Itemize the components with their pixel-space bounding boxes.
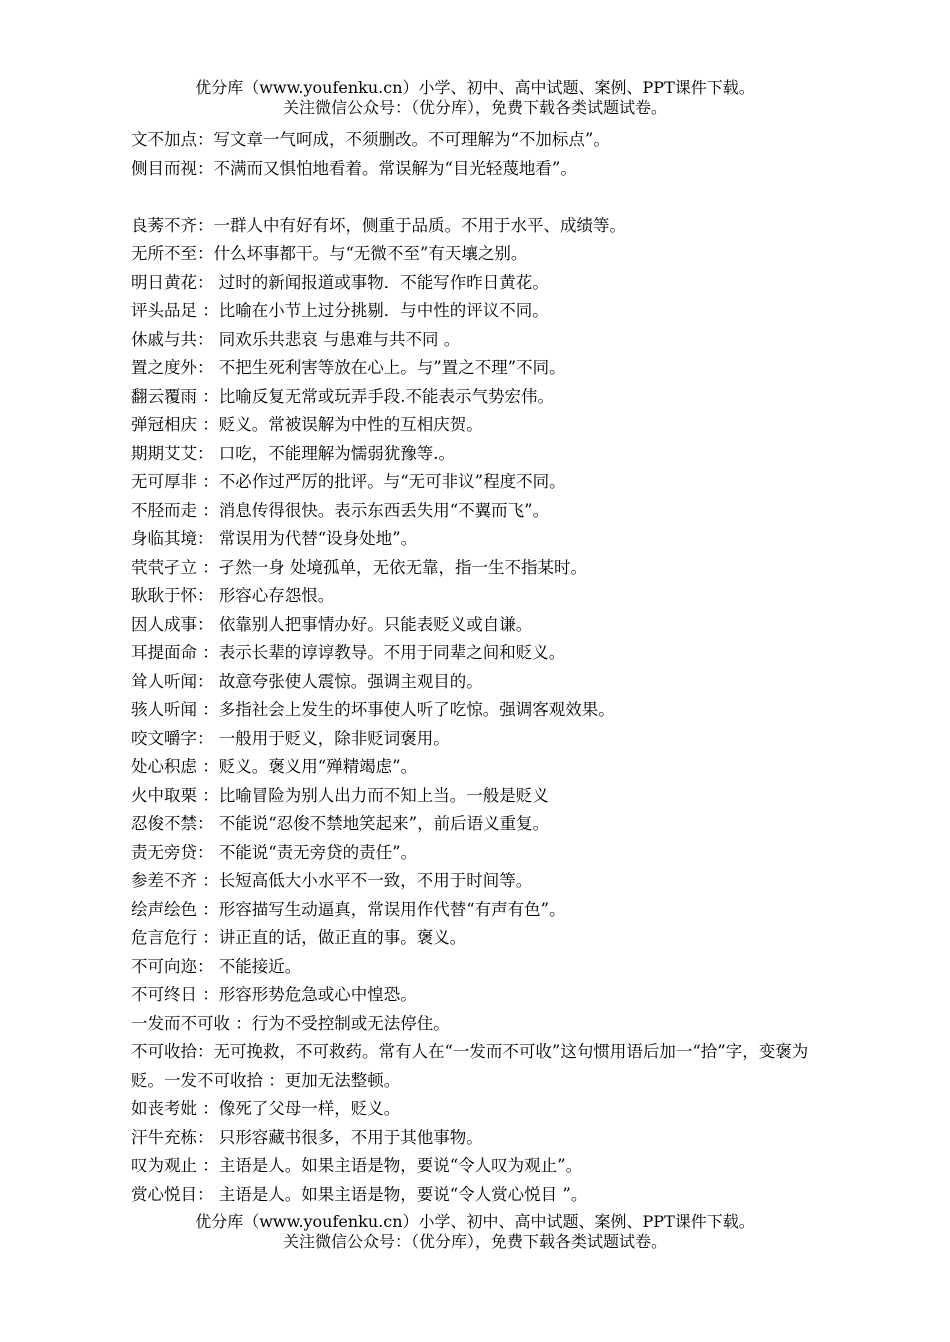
idiom-entry: 不可向迩： 不能接近。 [131,956,302,976]
idiom-entry: 如丧考妣 ：像死了父母一样，贬义。 [131,1099,401,1118]
footer-line-2: 关注微信公众号：（优分库），免费下载各类试题试卷。 [282,1232,667,1251]
idiom-entry: 火中取栗 ：比喻冒险为别人出力而不知上当。一般是贬义 [131,785,549,805]
idiom-entry: 咬文嚼字： 一般用于贬义，除非贬词褒用。 [131,728,450,748]
idiom-entry: 不胫而走 ：消息传得很快。表示东西丢失用“不翼而飞”。 [131,500,550,520]
idiom-entry: 休戚与共： 同欢乐共悲哀 与患难与共不同 。 [131,329,461,349]
idiom-entry: 身临其境： 常误用为代替“设身处地”。 [131,529,418,548]
idiom-entry: 良莠不齐：一群人中有好有坏，侧重于品质。不用于水平、成绩等。 [131,215,626,235]
idiom-entry: 责无旁贷： 不能说“责无旁贷的责任”。 [131,842,418,862]
idiom-entry: 耳提面命 ：表示长辈的谆谆教导。不用于同辈之间和贬义。 [131,643,566,662]
idiom-entry: 耸人听闻： 故意夸张使人震惊。强调主观目的。 [131,671,483,691]
header-line-1: 优分库（www.youfenku.cn）小学、初中、高中试题、案例、PPT课件下载。 [195,78,755,97]
idiom-entry: 赏心悦目： 主语是人。如果主语是物，要说“令人赏心悦目 ”。 [131,1184,588,1204]
idiom-entry: 翻云覆雨 ：比喻反复无常或玩弄手段.不能表示气势宏伟。 [131,386,554,406]
idiom-entry: 危言危行 ：讲正直的话，做正直的事。褒义。 [131,928,467,947]
idiom-entry: 文不加点：写文章一气呵成，不须删改。不可理解为“不加标点”。 [131,130,610,149]
idiom-entry: 绘声绘色 ：形容描写生动逼真，常误用作代替“有声有色”。 [131,899,566,919]
idiom-entry: 期期艾艾： 口吃，不能理解为懦弱犹豫等.。 [131,443,455,463]
idiom-entry: 一发而不可收 ：行为不受控制或无法停住。 [131,1013,450,1033]
idiom-entry: 无可厚非 ：不必作过严厉的批评。与“无可非议”程度不同。 [131,472,566,491]
idiom-entry-long: 不可收拾：无可挽救，不可救药。常有人在“一发而不可收”这句惯用语后加一“拾”字，变褒为贬。一发不可收拾 ：更加无法整顿。 [131,1042,809,1090]
idiom-entry: 叹为观止 ：主语是人。如果主语是物，要说“令人叹为观止”。 [131,1156,583,1175]
idiom-entry: 参差不齐 ：长短高低大小水平不一致，不用于时间等。 [131,871,533,890]
idiom-entry: 处心积虑 ：贬义。褒义用“殚精竭虑”。 [131,757,418,776]
idiom-entry: 耿耿于怀： 形容心存怨恨。 [131,586,335,605]
idiom-list [131,126,831,1209]
idiom-entry: 明日黄花： 过时的新闻报道或事物．不能写作昨日黄花。 [131,272,549,292]
idiom-entry: 忍俊不禁： 不能说“忍俊不禁地笑起来”，前后语义重复。 [131,814,550,833]
footer-line-1: 优分库（www.youfenku.cn）小学、初中、高中试题、案例、PPT课件下载。 [195,1212,755,1231]
blank-line [131,183,831,212]
idiom-entry: 汗牛充栋： 只形容藏书很多，不用于其他事物。 [131,1127,483,1147]
idiom-entry: 茕茕孑立 ：孑然一身 处境孤单，无依无靠，指一生不指某时。 [131,557,587,577]
idiom-entry: 评头品足 ：比喻在小节上过分挑剔．与中性的评议不同。 [131,301,549,320]
idiom-entry: 弹冠相庆 ：贬义。常被误解为中性的互相庆贺。 [131,415,483,434]
idiom-entry: 因人成事： 依靠别人把事情办好。只能表贬义或自谦。 [131,614,533,634]
idiom-entry: 侧目而视：不满而又惧怕地看着。常误解为“目光轻蔑地看”。 [131,158,577,178]
page-header [0,78,950,118]
idiom-entry: 无所不至：什么坏事都干。与“无微不至”有天壤之别。 [131,244,528,263]
idiom-entry: 不可终日 ：形容形势危急或心中惶恐。 [131,985,417,1004]
header-line-2: 关注微信公众号：（优分库），免费下载各类试题试卷。 [282,98,667,117]
page-footer [0,1212,950,1252]
idiom-entry: 置之度外： 不把生死利害等放在心上。与”置之不理”不同。 [131,358,566,377]
idiom-entry: 骇人听闻 ：多指社会上发生的坏事使人听了吃惊。强调客观效果。 [131,700,615,719]
